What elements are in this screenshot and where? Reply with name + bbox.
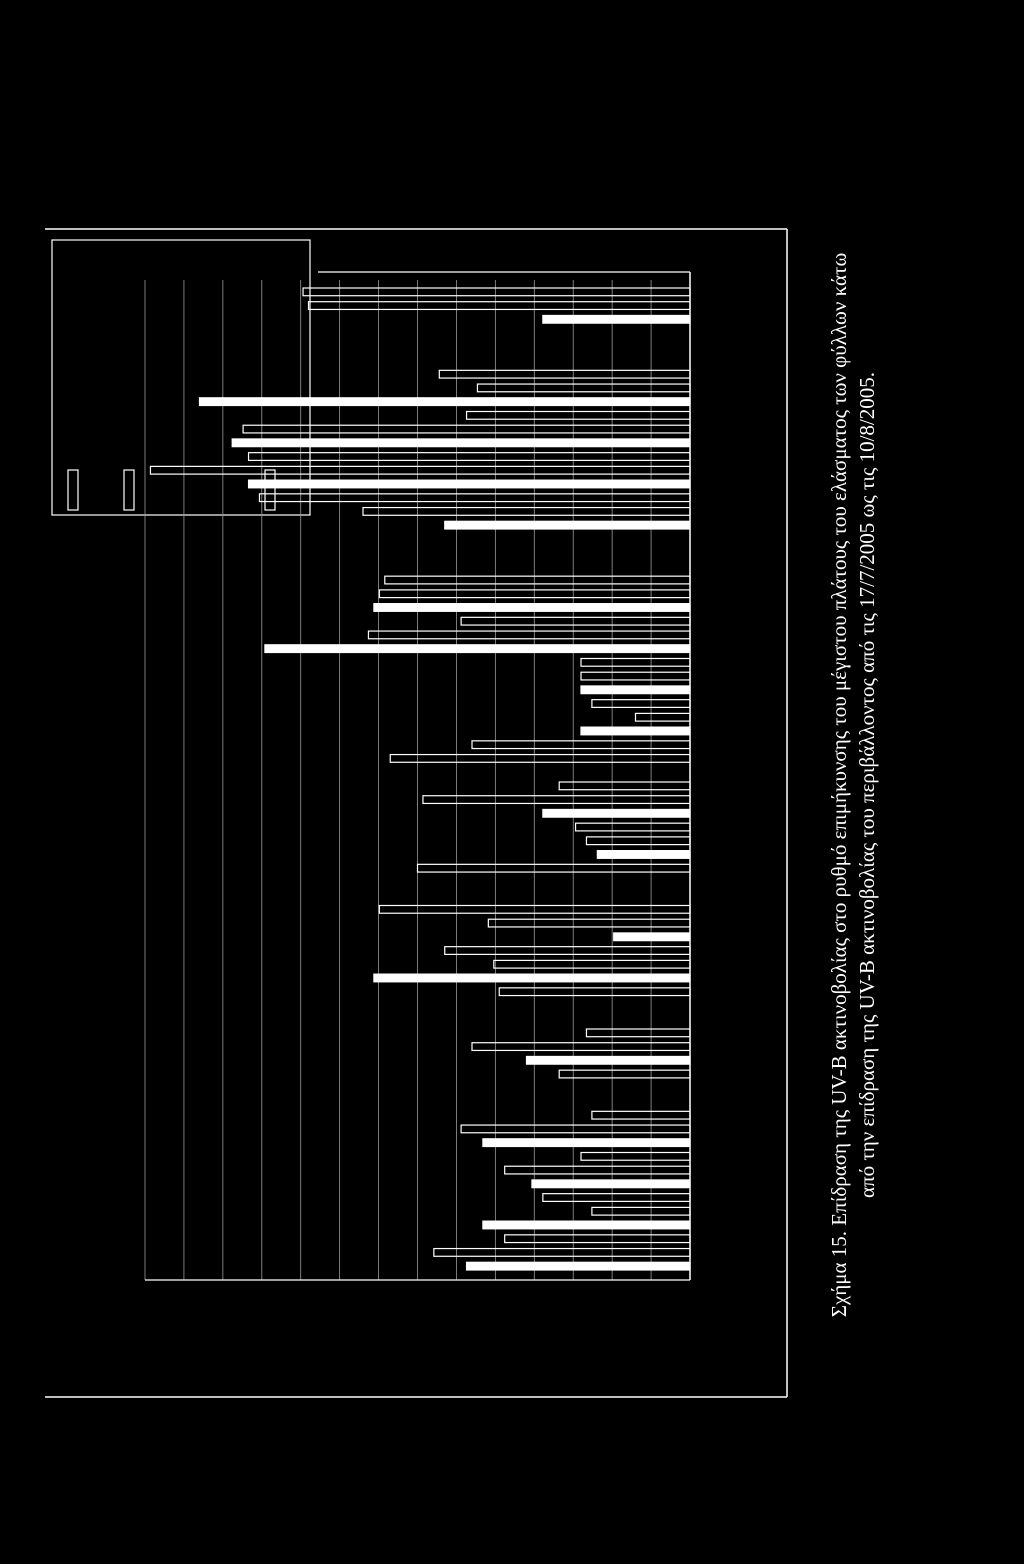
bar-10-series-2	[581, 672, 690, 680]
bar-8-series-3	[374, 604, 690, 612]
bar-23-series-1	[543, 1194, 690, 1202]
bar-17-series-2	[494, 960, 690, 968]
bar-23-series-3	[483, 1221, 690, 1229]
bar-5-series-1	[249, 453, 690, 461]
bar-5-series-2	[150, 466, 690, 474]
bar-11-series-3	[581, 727, 690, 735]
bar-10-series-1	[581, 659, 690, 667]
figure-caption	[825, 85, 885, 1485]
bar-11-series-2	[636, 713, 691, 721]
bar-16-series-2	[488, 919, 690, 927]
bar-17-series-1	[445, 947, 690, 955]
bar-24-series-1	[505, 1235, 690, 1243]
bar-6-series-1	[259, 494, 690, 502]
bar-23-series-2	[592, 1207, 690, 1215]
bar-3-series-3	[200, 398, 691, 406]
bar-6-series-2	[363, 508, 690, 516]
bar-24-series-3	[467, 1262, 690, 1270]
bar-22-series-2	[505, 1166, 690, 1174]
bar-3-series-1	[439, 370, 690, 378]
bar-15-series-1	[418, 864, 691, 872]
legend-key-3	[265, 470, 275, 510]
figure-caption-line-2: από την επίδραση της UV-B ακτινοβολίας του περιβάλλοντος από τις 17/7/2005 ως τις 10/8/2005.	[855, 372, 879, 1198]
bar-1-series-2	[309, 302, 691, 310]
bar-18-series-1	[499, 988, 690, 996]
bar-21-series-3	[483, 1139, 690, 1147]
bar-24-series-2	[434, 1249, 690, 1257]
legend-key-2	[124, 470, 134, 510]
bar-10-series-3	[581, 686, 690, 694]
bar-1-series-3	[543, 315, 690, 323]
bar-22-series-1	[581, 1153, 690, 1161]
bar-8-series-1	[385, 576, 690, 584]
bar-3-series-2	[477, 384, 690, 392]
bar-12-series-1	[472, 741, 690, 749]
bar-11-series-1	[592, 700, 690, 708]
bar-14-series-2	[586, 837, 690, 845]
bar-14-series-1	[576, 823, 690, 831]
bar-4-series-1	[467, 412, 690, 420]
bar-5-series-3	[249, 480, 690, 488]
bar-1-series-1	[303, 288, 690, 296]
legend-key-1	[68, 470, 78, 510]
bar-19-series-1	[586, 1029, 690, 1037]
bars	[150, 288, 690, 1270]
bar-13-series-2	[423, 796, 690, 804]
bar-14-series-3	[597, 851, 690, 859]
bar-13-series-1	[559, 782, 690, 790]
bar-19-series-2	[472, 1043, 690, 1051]
bar-4-series-3	[232, 439, 690, 447]
bar-13-series-3	[543, 809, 690, 817]
figure-caption-line-1: Σχήμα 15. Επίδραση της UV-B ακτινοβολίας στο ρυθμό επιμήκυνσης του μέγιστου πλάτους του ελάσματος των φύλλων κάτω	[827, 252, 851, 1318]
bar-21-series-1	[592, 1111, 690, 1119]
bar-6-series-3	[445, 521, 690, 529]
bar-20-series-1	[559, 1070, 690, 1078]
bar-19-series-3	[527, 1056, 691, 1064]
bar-12-series-2	[390, 755, 690, 763]
bar-9-series-3	[265, 645, 690, 653]
bar-22-series-3	[532, 1180, 690, 1188]
bar-9-series-2	[368, 631, 690, 639]
gridlines	[145, 280, 690, 1280]
bar-16-series-3	[614, 933, 690, 941]
bar-17-series-3	[374, 974, 690, 982]
